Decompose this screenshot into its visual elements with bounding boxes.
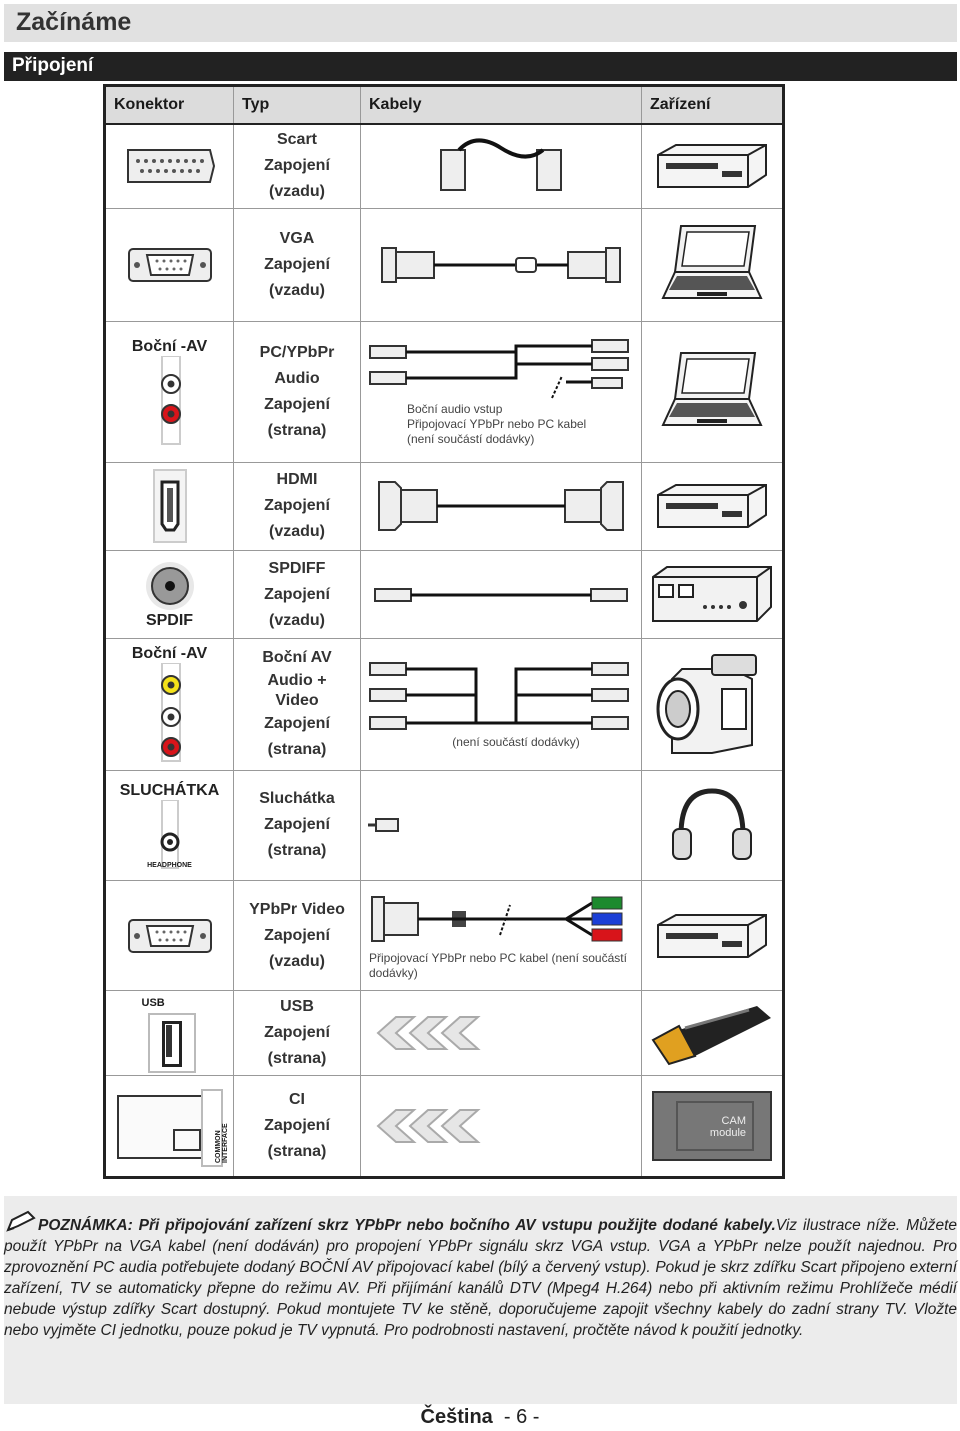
type-line: Zapojení — [264, 585, 330, 603]
cable-cell — [361, 322, 642, 462]
page-header — [4, 4, 957, 42]
table-row — [105, 880, 784, 990]
device-cell — [642, 1075, 784, 1177]
table-row — [105, 124, 784, 208]
type-line: Audio — [274, 369, 320, 387]
laptop-icon — [657, 347, 767, 437]
connector-label: USB — [141, 996, 165, 1009]
connector-label: Boční -AV — [131, 645, 208, 663]
connector-cell — [105, 462, 234, 550]
cable-cell — [361, 991, 642, 1075]
cable-cell — [361, 880, 642, 990]
headphone-plug-icon — [366, 813, 636, 837]
dvd-recorder-icon — [652, 141, 772, 191]
cable-cell — [361, 770, 642, 880]
table-row — [105, 208, 784, 321]
table-row — [105, 550, 784, 638]
note-line: (není součástí dodávky) — [407, 432, 535, 447]
type-line: VGA — [279, 230, 315, 248]
device-cell — [642, 208, 784, 321]
type-line: (vzadu) — [269, 952, 325, 970]
type-line: HDMI — [276, 471, 318, 489]
page-footer — [0, 1406, 960, 1429]
vga-cable-icon — [376, 240, 626, 290]
type-line: Boční AV — [262, 649, 332, 667]
dvd-recorder-icon — [652, 481, 772, 531]
type-line: Zapojení — [264, 816, 330, 834]
connector-sublabel: COMMON INTERFACE — [214, 1123, 229, 1163]
laptop-icon — [657, 220, 767, 310]
pencil-icon — [4, 1210, 38, 1234]
type-line: (strana) — [267, 1142, 327, 1160]
table-row — [105, 770, 784, 880]
table-header-row — [105, 86, 784, 125]
type-cell — [234, 880, 361, 990]
hdmi-port-icon — [150, 468, 190, 544]
type-cell — [234, 550, 361, 638]
note-line: Připojovací YPbPr nebo PC kabel — [407, 417, 587, 432]
type-cell — [234, 770, 361, 880]
note-lead: POZNÁMKA — [38, 1217, 128, 1234]
type-cell — [234, 1075, 361, 1177]
type-cell — [234, 462, 361, 550]
vga-port-icon — [127, 916, 213, 956]
connector-cell — [105, 880, 234, 990]
note-line: Boční audio vstup — [407, 402, 503, 417]
connection-table — [103, 84, 785, 1179]
connector-cell — [105, 639, 234, 770]
device-cell — [642, 639, 784, 770]
type-line: CI — [289, 1090, 305, 1108]
type-line: PC/YPbPr — [259, 343, 335, 361]
side-av-jacks-icon — [140, 663, 200, 763]
section-title: Připojení — [12, 55, 94, 76]
connector-cell — [105, 124, 234, 208]
type-line: Zapojení — [264, 157, 330, 175]
device-cell — [642, 550, 784, 638]
connector-cell — [105, 770, 234, 880]
usb-stick-icon — [649, 1000, 775, 1066]
connector-label: Boční -AV — [131, 337, 208, 355]
section-bar — [4, 52, 957, 81]
type-line: SPDIFF — [268, 559, 326, 577]
col-header-connector: Konektor — [105, 86, 234, 125]
col-header-device: Zařízení — [642, 86, 784, 125]
type-line: Zapojení — [264, 256, 330, 274]
type-line: Zapojení — [264, 1116, 330, 1134]
col-header-type: Typ — [234, 86, 361, 125]
cable-cell — [361, 208, 642, 321]
page-number: - 6 - — [503, 1406, 540, 1428]
vga-port-icon — [127, 245, 213, 285]
av-cable-icon — [366, 659, 636, 735]
type-line: YPbPr Video — [249, 900, 345, 918]
connector-cell — [105, 322, 234, 462]
device-cell — [642, 124, 784, 208]
cable-cell — [361, 639, 642, 770]
cable-cell — [361, 1075, 642, 1177]
coax-cable-icon — [371, 583, 631, 607]
insert-arrows-icon — [366, 1106, 636, 1146]
connector-cell — [105, 1075, 234, 1177]
cable-cell — [361, 550, 642, 638]
table-row — [105, 462, 784, 550]
spdif-port-icon — [142, 560, 198, 612]
type-line: (strana) — [267, 842, 327, 860]
type-cell — [234, 991, 361, 1075]
table-row — [105, 322, 784, 462]
type-line: (vzadu) — [269, 183, 325, 201]
usb-port-icon — [140, 995, 200, 1071]
type-line: (strana) — [267, 1049, 327, 1067]
type-line: Zapojení — [264, 715, 330, 733]
dvd-recorder-icon — [652, 911, 772, 961]
table-row — [105, 639, 784, 770]
ci-slot-icon — [115, 1085, 229, 1167]
insert-arrows-icon — [366, 1013, 636, 1053]
col-header-cables: Kabely — [361, 86, 642, 125]
cable-cell — [361, 462, 642, 550]
side-av-audio-jacks-icon — [140, 356, 200, 446]
type-line: (strana) — [267, 421, 327, 439]
device-cell — [642, 991, 784, 1075]
type-line: (strana) — [267, 741, 327, 759]
type-line: Sluchátka — [259, 790, 335, 808]
cable-note: (není součástí dodávky) — [452, 734, 580, 749]
type-line: Zapojení — [264, 926, 330, 944]
audio-receiver-icon — [649, 563, 775, 627]
type-line: Zapojení — [264, 497, 330, 515]
type-line: USB — [280, 997, 314, 1015]
audio-cable-icon — [366, 336, 636, 402]
note-bold: : Při připojování zařízení skrz YPbPr nebo bočního AV vstupu použijte dodané kabely. — [127, 1217, 776, 1234]
connector-label: SPDIF — [145, 611, 194, 629]
type-line: Scart — [276, 131, 318, 149]
cam-module-icon — [652, 1091, 772, 1161]
type-cell — [234, 639, 361, 770]
device-cell — [642, 462, 784, 550]
hdmi-cable-icon — [371, 476, 631, 536]
footer-language: Čeština — [420, 1406, 493, 1428]
type-cell — [234, 124, 361, 208]
connector-cell — [105, 208, 234, 321]
connector-cell — [105, 991, 234, 1075]
table-row — [105, 991, 784, 1075]
device-cell — [642, 322, 784, 462]
type-line: (vzadu) — [269, 523, 325, 541]
cable-note: Připojovací YPbPr nebo PC kabel (není součástí dodávky) — [369, 950, 627, 980]
type-line: (vzadu) — [269, 611, 325, 629]
camcorder-icon — [652, 649, 772, 759]
connector-label: SLUCHÁTKA — [119, 781, 220, 799]
headphone-jack-icon — [140, 800, 200, 870]
cam-module-label: CAM module — [709, 1114, 746, 1139]
type-line: Audio + — [267, 672, 327, 690]
type-line: Video — [275, 692, 319, 710]
scart-cable-icon — [431, 134, 571, 198]
ypbpr-cable-icon — [366, 891, 636, 951]
device-cell — [642, 770, 784, 880]
cable-cell — [361, 124, 642, 208]
type-cell — [234, 322, 361, 462]
type-line: Zapojení — [264, 395, 330, 413]
type-line: Zapojení — [264, 1023, 330, 1041]
connector-cell — [105, 550, 234, 638]
page-title: Začínáme — [16, 8, 132, 36]
type-cell — [234, 208, 361, 321]
device-cell — [642, 880, 784, 990]
cable-note — [361, 402, 641, 447]
scart-port-icon — [122, 144, 218, 188]
headphones-icon — [667, 785, 757, 865]
connector-sublabel: HEADPHONE — [147, 861, 192, 869]
type-line: (vzadu) — [269, 282, 325, 300]
note-body: Viz ilustrace níže. Můžete použít YPbPr na VGA kabel (není dodáván) pro propojení YPbPr signálu skrz VGA vstup. VGA a YPbPr nelze použít najednou. Pro zprovoznění PC audia potřebujete dodaný BOČNÍ AV připojovací kabel (bílý a červený vstup). Pokud je skrz zdířku Scart připojeno externí zařízení, TV se automaticky přepne do režimu AV. Při přijímání kanálů DTV (Mpeg4 H.264) nebo při aktivním režimu Prohlížeče médií nebude výstup zdířky Scart dostupný. Pokud montujete TV ke stěně, doporučujeme zapojit všechny kabely do zadní strany TV. Vložte nebo vyjměte CI jednotku, pouze pokud je TV vypnutá. Pro podrobnosti nastavení, pročtěte návod k použití jednotky. — [4, 1217, 957, 1339]
note-text — [4, 1210, 957, 1341]
table-row — [105, 1075, 784, 1177]
